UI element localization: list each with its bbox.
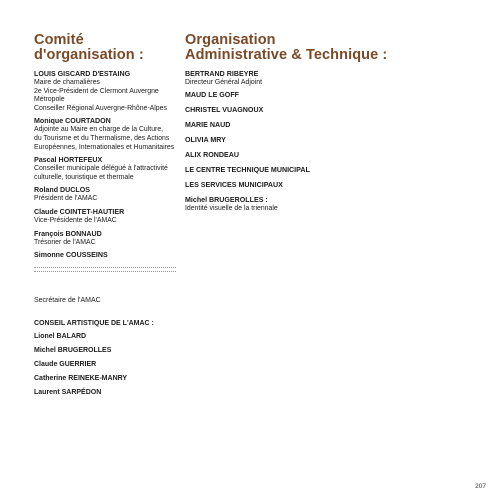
person-role: Directeur Général Adjoint bbox=[185, 79, 262, 86]
person-name: François BONNAUD bbox=[34, 229, 102, 238]
person-role: Trésorier de l'AMAC bbox=[34, 238, 96, 246]
page-number: 207 bbox=[475, 483, 486, 490]
person-entry bbox=[34, 117, 176, 152]
person-name: LOUIS GISCARD D'ESTAING bbox=[34, 70, 131, 78]
person-entry bbox=[34, 70, 176, 113]
person-name: OLIVIA MRY bbox=[185, 135, 226, 144]
person-entry bbox=[185, 136, 465, 145]
person-role: culturelle, touristique et thermale bbox=[34, 173, 134, 181]
person-role: Vice-Présidente de l'AMAC bbox=[34, 216, 117, 224]
person-name: Simonne COUSSEINS bbox=[34, 251, 108, 260]
person-entry bbox=[185, 121, 465, 130]
person-entry bbox=[34, 156, 176, 182]
organising-committee-list bbox=[34, 70, 176, 260]
person-name: Monique COURTADON bbox=[34, 117, 111, 126]
administrative-technical-list bbox=[185, 70, 465, 213]
person-name: Roland DUCLOS bbox=[34, 186, 90, 195]
person-entry bbox=[185, 91, 465, 100]
person-name: Michel BRUGEROLLES : bbox=[185, 195, 268, 204]
person-entry bbox=[34, 251, 176, 260]
artistic-council-members bbox=[34, 332, 234, 397]
person-role: Adjointe au Maire en charge de la Culture, bbox=[34, 126, 164, 134]
person-entry bbox=[185, 166, 465, 175]
person-role: Conseiller Régional Auvergne-Rhône-Alpes bbox=[34, 104, 167, 112]
person-entry bbox=[185, 70, 465, 88]
person-name: CHRISTEL VUAGNOUX bbox=[185, 105, 264, 114]
person-entry bbox=[34, 186, 176, 204]
person-role: Identité visuelle de la triennale bbox=[185, 204, 278, 212]
person-role: Européennes, Internationales et Humanitaires bbox=[34, 143, 175, 151]
artistic-member: Catherine REINEKE-MANRY bbox=[34, 375, 128, 382]
secretary-label: Secrétaire de l'AMAC bbox=[34, 297, 101, 304]
person-entry bbox=[185, 151, 465, 160]
dotted-divider bbox=[34, 267, 176, 268]
person-role: du Tourisme et du Thermalisme, des Actions bbox=[34, 134, 170, 142]
person-name: MARIE NAUD bbox=[185, 120, 231, 129]
dotted-divider bbox=[34, 271, 176, 272]
person-name: Pascal HORTEFEUX bbox=[34, 156, 103, 165]
artistic-member: Lionel BALARD bbox=[34, 333, 87, 340]
person-entry bbox=[185, 106, 465, 115]
artistic-council-heading: CONSEIL ARTISTIQUE DE L'AMAC : bbox=[34, 320, 154, 327]
artistic-member: Michel BRUGEROLLES bbox=[34, 347, 112, 354]
person-role: 2e Vice-Président de Clermont Auvergne Métropole bbox=[34, 87, 159, 104]
person-name: MAUD LE GOFF bbox=[185, 90, 239, 99]
artistic-member: Claude GUERRIER bbox=[34, 361, 97, 368]
person-name: ALIX RONDEAU bbox=[185, 150, 239, 159]
artistic-member: Laurent SARPÉDON bbox=[34, 389, 102, 396]
person-entry bbox=[34, 208, 176, 226]
person-name: Claude COINTET-HAUTIER bbox=[34, 207, 125, 216]
person-name: LE CENTRE TECHNIQUE MUNICIPAL bbox=[185, 165, 310, 174]
right-column bbox=[185, 33, 465, 216]
person-entry bbox=[34, 230, 176, 248]
person-entry bbox=[185, 196, 465, 214]
organising-committee-title: Comité d'organisation : bbox=[34, 32, 144, 63]
person-role: Président de l'AMAC bbox=[34, 195, 98, 203]
person-role: Maire de chamalières bbox=[34, 79, 100, 86]
person-name: BERTRAND RIBEYRE bbox=[185, 70, 259, 78]
person-entry bbox=[185, 181, 465, 190]
left-column bbox=[34, 33, 176, 264]
person-name: LES SERVICES MUNICIPAUX bbox=[185, 180, 283, 189]
person-role: Conseiller municipale délégué à l'attractivité bbox=[34, 165, 168, 173]
administrative-technical-title: Organisation Administrative & Technique : bbox=[185, 32, 388, 63]
artistic-council bbox=[34, 319, 234, 402]
